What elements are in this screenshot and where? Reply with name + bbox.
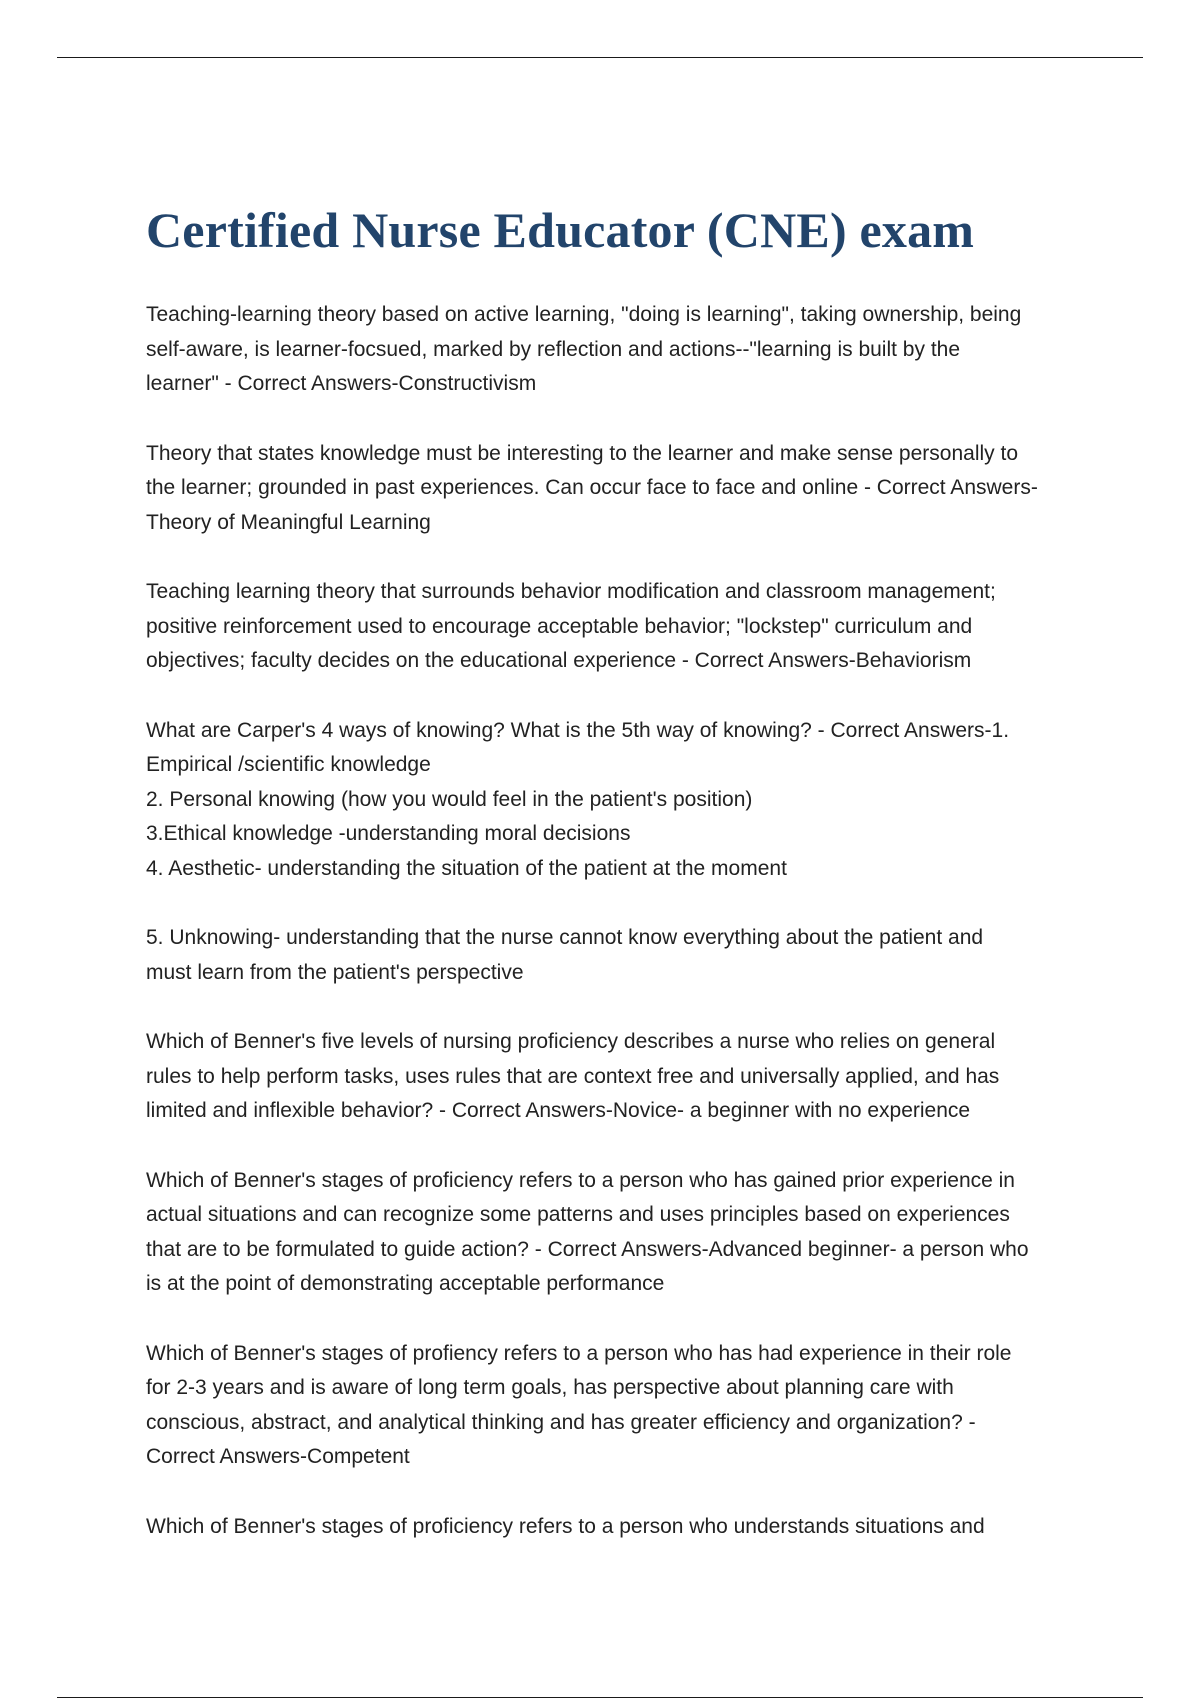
entry-line: objectives; faculty decides on the educational experience - Correct Answers-Behaviorism (146, 649, 972, 672)
header-rule (57, 57, 1143, 58)
entry-line: is at the point of demonstrating acceptable performance (146, 1272, 665, 1295)
entry-line: the learner; grounded in past experiences. Can occur face to face and online - Correct Answers- (146, 476, 1038, 499)
entry-line: conscious, abstract, and analytical thinking and has greater efficiency and organization? - (146, 1410, 976, 1434)
entry-line: What are Carper's 4 ways of knowing? What is the 5th way of knowing? - Correct Answers-1. (146, 718, 1010, 742)
qa-entry (146, 1164, 1086, 1302)
entry-line: positive reinforcement used to encourage acceptable behavior; "lockstep" curriculum and (146, 614, 973, 638)
entry-line: limited and inflexible behavior? - Correct Answers-Novice- a beginner with no experience (146, 1099, 971, 1122)
qa-entry (146, 437, 1086, 541)
entry-line: Theory that states knowledge must be interesting to the learner and make sense personally to (146, 441, 1018, 465)
entry-line: 3.Ethical knowledge -understanding moral decisions (146, 822, 631, 845)
qa-entry (146, 714, 1086, 887)
entry-line: Which of Benner's five levels of nursing proficiency describes a nurse who relies on general (146, 1030, 996, 1053)
qa-entry (146, 575, 1086, 679)
entry-line: 4. Aesthetic- understanding the situation of the patient at the moment (146, 856, 787, 880)
qa-entry (146, 1025, 1086, 1129)
page-title: Certified Nurse Educator (CNE) exam (146, 202, 975, 258)
document-body (146, 200, 1086, 1579)
entry-line: actual situations and can recognize some patterns and uses principles based on experiences (146, 1203, 1010, 1226)
entry-line: rules to help perform tasks, uses rules that are context free and universally applied, and has (146, 1064, 1000, 1088)
entry-line: Teaching-learning theory based on active learning, "doing is learning", taking ownership, being (146, 303, 1022, 326)
entry-line: Theory of Meaningful Learning (146, 510, 431, 534)
entry-line: 2. Personal knowing (how you would feel in the patient's position) (146, 787, 753, 811)
entry-line: learner" - Correct Answers-Constructivism (146, 372, 537, 395)
entry-line: 5. Unknowing- understanding that the nurse cannot know everything about the patient and (146, 926, 984, 949)
entry-line: Which of Benner's stages of profiency refers to a person who has had experience in their role (146, 1341, 1012, 1365)
qa-entry (146, 921, 1086, 990)
entry-line: Empirical /scientific knowledge (146, 753, 431, 776)
entry-line: Which of Benner's stages of proficiency refers to a person who has gained prior experience in (146, 1168, 1015, 1192)
qa-entry (146, 298, 1086, 402)
entry-line: must learn from the patient's perspective (146, 960, 524, 984)
qa-entry (146, 1510, 1086, 1545)
entry-line: self-aware, is learner-focsued, marked by reflection and actions--"learning is built by the (146, 337, 961, 361)
entry-line: Which of Benner's stages of proficiency refers to a person who understands situations and (146, 1514, 985, 1538)
qa-entry (146, 1337, 1086, 1475)
entry-line: for 2-3 years and is aware of long term goals, has perspective about planning care with (146, 1376, 954, 1399)
entry-line: Teaching learning theory that surrounds behavior modification and classroom management; (146, 580, 996, 603)
entry-line: that are to be formulated to guide action? - Correct Answers-Advanced beginner- a person who (146, 1237, 1029, 1261)
footer-rule (57, 1697, 1143, 1698)
entry-line: Correct Answers-Competent (146, 1445, 410, 1468)
